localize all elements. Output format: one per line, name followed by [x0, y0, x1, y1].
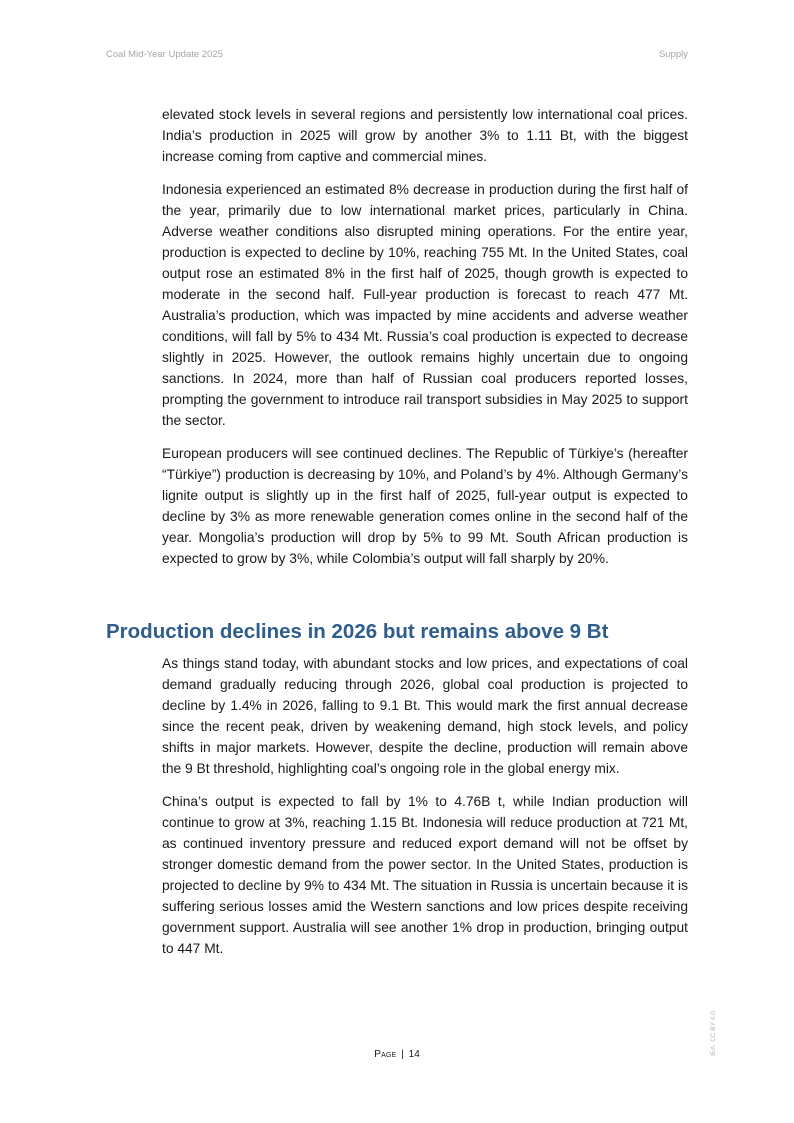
- paragraph-global-outlook: As things stand today, with abundant stocks and low prices, and expectations of coal demand gradually reducing through 2026, global coal production is projected to decline by 1.4% in 2026, falling to 9.1 Bt. This would mark the first annual decrease since the recent peak, driven by weakening demand, high stock levels, and policy shifts in major markets. However, despite the decline, production will remain above the 9 Bt threshold, highlighting coal’s ongoing role in the global energy mix.: [162, 656, 688, 776]
- paragraph-indonesia-us-australia-russia: Indonesia experienced an estimated 8% decrease in production during the first half of the year, primarily due to low international market prices, particularly in China. Adverse weather conditions also disrupted mining operations. For the entire year, production is expected to decline by 10%, reaching 755 Mt. In the United States, coal output rose an estimated 8% in the first half of 2025, though growth is expected to moderate in the second half. Full-year production is forecast to reach 477 Mt. Australia’s production, which was impacted by mine accidents and adverse weather conditions, will fall by 5% to 434 Mt. Russia’s coal production is expected to decrease slightly in 2025. However, the outlook remains highly uncertain due to ongoing sanctions. In 2024, more than half of Russian coal producers reported losses, prompting the government to introduce rail transport subsidies in May 2025 to support the sector.: [162, 182, 688, 428]
- chapter-name: Supply: [658, 49, 688, 60]
- paragraph-europe: European producers will see continued declines. The Republic of Türkiye’s (hereafter “Türkiye”) production is decreasing by 10%, and Poland’s by 4%. Although Germany’s lignite output is slightly up in the first half of 2025, full-year output is expected to decline by 3% as more renewable generation comes online in the second half of the year. Mongolia’s production will drop by 5% to 99 Mt. South African production is expected to grow by 3%, while Colombia’s output will fall sharply by 20%.: [162, 446, 688, 566]
- paragraph-country-outlook: China’s output is expected to fall by 1% to 4.76B t, while Indian production will continue to grow at 3%, reaching 1.15 Bt. Indonesia will reduce production at 721 Mt, as continued inventory pressure and reduced export demand will not be offset by stronger domestic demand from the power sector. In the United States, production is projected to decline by 9% to 434 Mt. The situation in Russia is uncertain because it is suffering serious losses amid the Western sanctions and low prices despite receiving government support. Australia will see another 1% drop in production, bringing output to 447 Mt.: [162, 794, 688, 956]
- body-text-bottom: [162, 653, 688, 971]
- page-separator: |: [401, 1049, 404, 1060]
- paragraph-india: elevated stock levels in several regions and persistently low international coal prices. India’s production in 2025 will grow by another 3% to 1.11 Bt, with the biggest increase coming from captive and commercial mines.: [162, 107, 688, 164]
- page-label: Page: [374, 1049, 397, 1060]
- running-header: [106, 49, 688, 60]
- section-heading: Production declines in 2026 but remains above 9 Bt: [106, 620, 609, 643]
- body-text-top: [162, 104, 688, 581]
- page-number: 14: [408, 1049, 420, 1060]
- report-title: Coal Mid-Year Update 2025: [106, 49, 223, 60]
- license-note: IEA. CC BY 4.0.: [710, 1009, 717, 1056]
- page-footer: [0, 1049, 794, 1060]
